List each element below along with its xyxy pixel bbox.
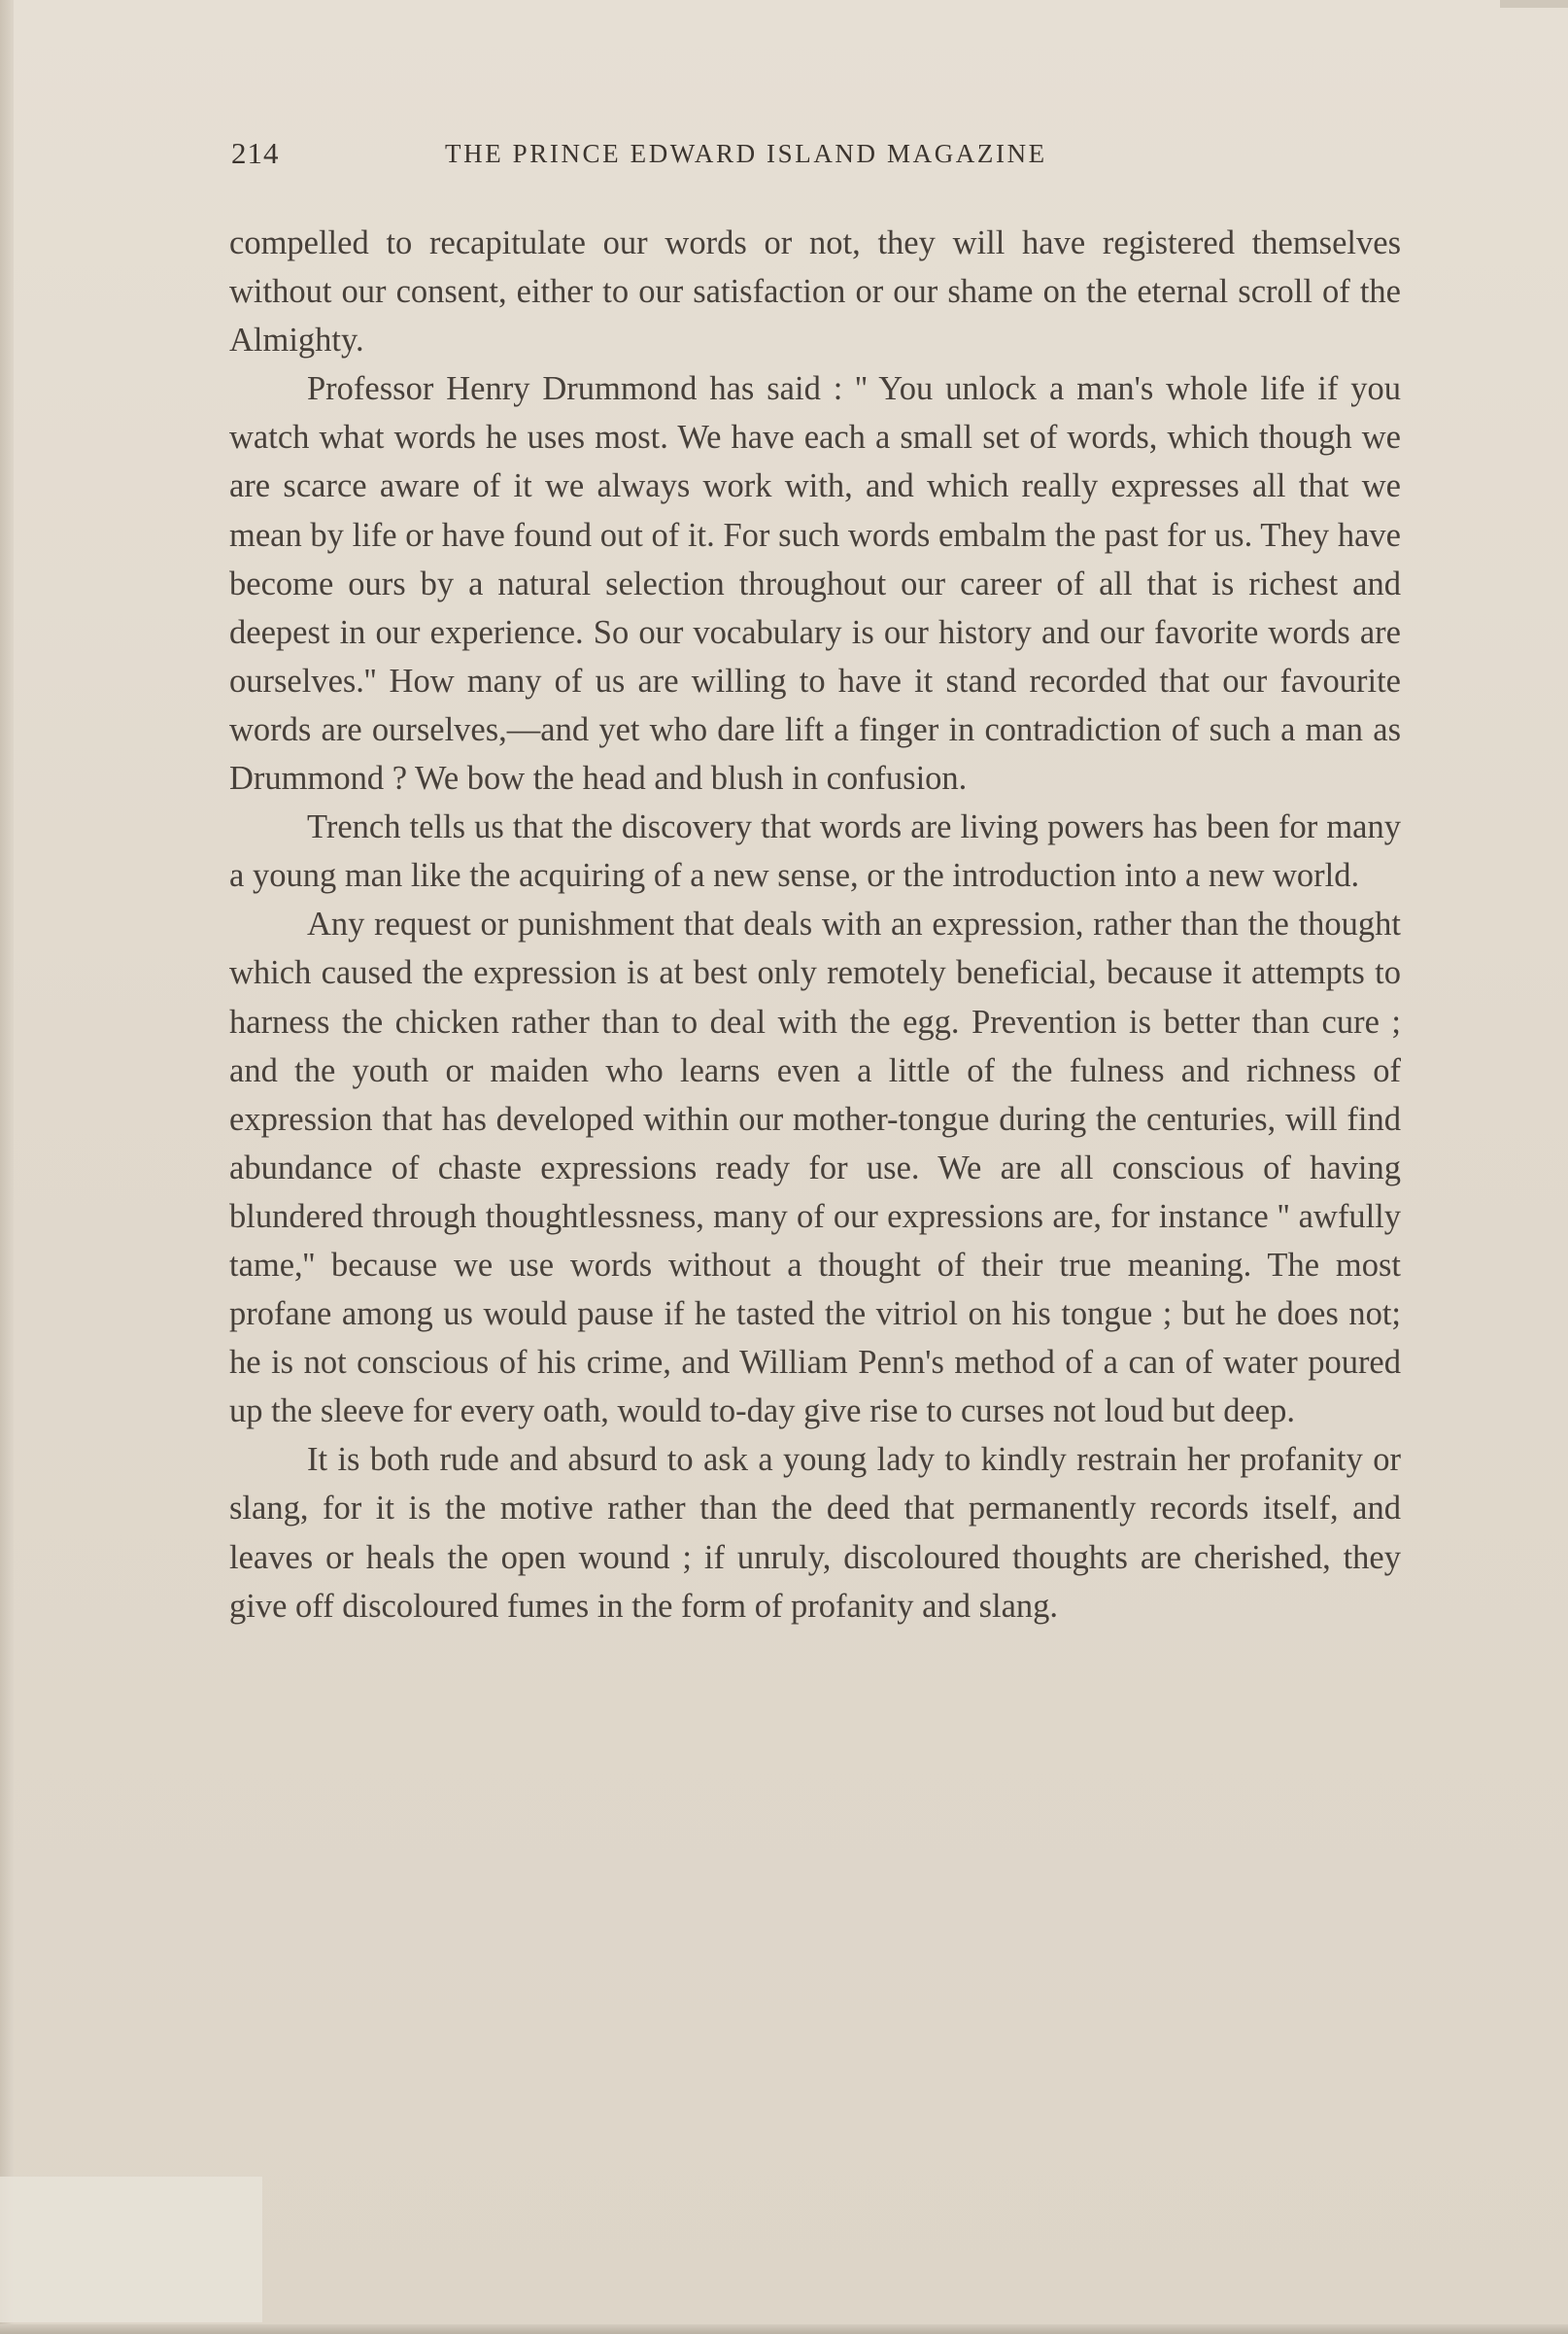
page-edge-top [1500,0,1568,8]
page-edge-bottom [0,2324,1568,2334]
paragraph-5: It is both rude and absurd to ask a young lady to kindly restrain her profanity or slang, for it is the motive rather than the deed that permanently records itself, and leaves or heals the open wound ; if unruly, discoloured thoughts are cherished, they give off discoloured fumes in the form of profanity and slang. [229,1441,1401,1625]
page-edge-left [0,0,14,2334]
running-title: THE PRINCE EDWARD ISLAND MAGAZINE [445,139,1047,168]
paragraph-2: Professor Henry Drummond has said : '' You unlock a man's whole life if you watch what words he uses most. We have each a small set of words, which though we are scarce aware of it we always work with, and which really expresses all that we mean by life or have found out of it. For such words embalm the past for us. They have become ours by a natural selection throughout our career of all that is richest and deepest in our experience. So our vocabulary is our history and our favorite words are ourselves.'' How many of us are willing to have it stand recorded that our favourite words are ourselves,—and yet who dare lift a finger in contradiction of such a man as Drummond ? We bow the head and blush in confusion. [229,370,1401,798]
paragraph-1: compelled to recapitulate our words or not, they will have registered themselves without our consent, either to our satisfaction or our shame on the eternal scroll of the Almighty. [229,224,1401,360]
paragraph-3: Trench tells us that the discovery that words are living powers has been for many a young man like the acquiring of a new sense, or the introduction into a new world. [229,808,1401,895]
paragraph-4: Any request or punishment that deals with an expression, rather than the thought which caused the expression is at best only remotely beneficial, because it attempts to harness the chicken rather than to deal with the egg. Prevention is better than cure ; and the youth or maiden who learns even a little of the fulness and richness of expression that has developed within our mother-tongue during the centuries, will find abundance of chaste expressions ready for use. We are all conscious of having blundered through thoughtlessness, many of our expressions are, for instance '' awfully tame,'' because we use words without a thought of their true meaning. The most profane among us would pause if he tasted the vitriol on his tongue ; but he does not; he is not conscious of his crime, and William Penn's method of a can of water poured up the sleeve for every oath, would to-day give rise to curses not loud but deep. [229,906,1401,1430]
paper-smudge [0,2177,262,2322]
body-text [229,219,1401,1630]
page-header [231,136,1397,185]
page-number: 214 [231,136,280,170]
